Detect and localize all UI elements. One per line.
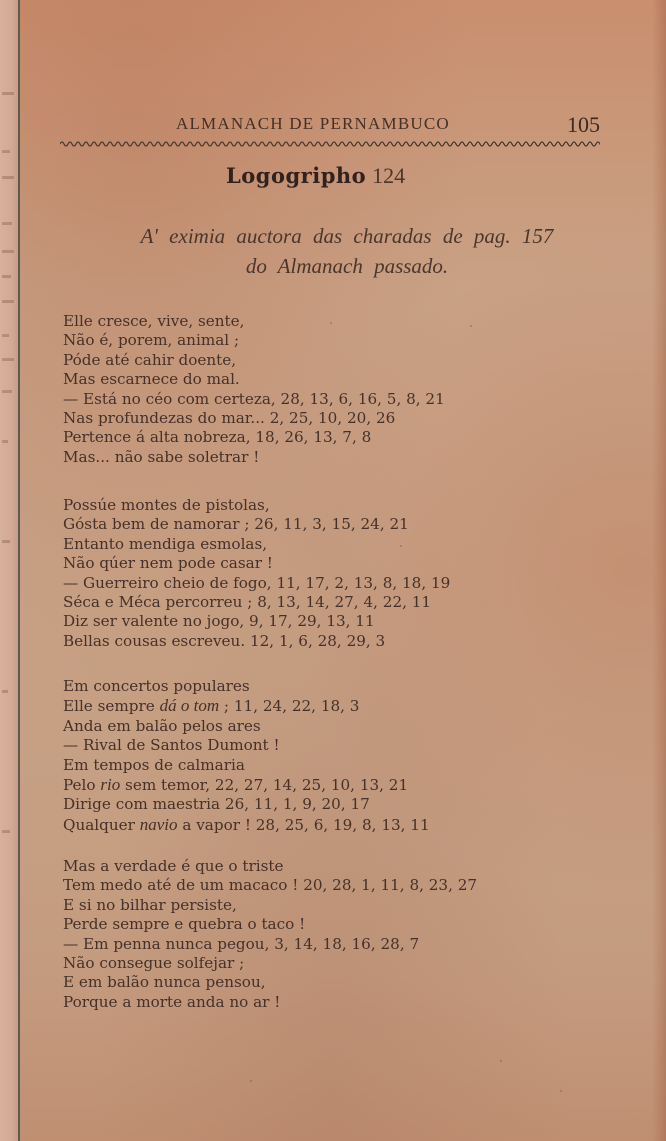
verse-line: Diz ser valente no jogo, 9, 17, 29, 13, 11 <box>63 612 375 631</box>
verse-line: Bellas cousas escreveu. 12, 1, 6, 28, 29, 3 <box>63 631 386 650</box>
page-number: 105 <box>567 112 600 137</box>
verse-line: Dirige com maestria 26, 11, 1, 9, 20, 17 <box>63 795 370 814</box>
verse-line: Tem medo até de um macaco ! 20, 28, 1, 11, 8, 23, 27 <box>63 876 478 895</box>
verse-line: Em tempos de calmaria <box>63 755 245 774</box>
dedication-line: A' eximia auctora das charadas de pag. 157 <box>140 224 554 248</box>
verse-line: Não é, porem, animal ; <box>63 331 240 350</box>
running-title: ALMANACH DE PERNAMBUCO <box>176 114 450 133</box>
verse-line: Não consegue solfejar ; <box>63 954 245 973</box>
dedication-line: do Almanach passado. <box>245 254 449 278</box>
verse-line: Nas profundezas do mar... 2, 25, 10, 20, 26 <box>63 409 396 428</box>
verse-line: — Em penna nunca pegou, 3, 14, 18, 16, 28, 7 <box>63 934 420 953</box>
page-edge-shadow <box>652 0 666 1141</box>
puzzle-title-word: Logogripho <box>226 163 367 188</box>
verse-line: Porque a morte anda no ar ! <box>63 992 281 1011</box>
verse-line: — Guerreiro cheio de fogo, 11, 17, 2, 13, 8, 18, 19 <box>63 573 451 592</box>
verse-line: Elle sempre dá o tom ; 11, 24, 22, 18, 3 <box>63 696 360 716</box>
verse-line: Em concertos populares <box>63 677 250 695</box>
stanza-3 <box>63 677 430 835</box>
verse-line: Póde até cahir doente, <box>63 350 237 369</box>
verse-line: Entanto mendiga esmolas, <box>63 534 268 553</box>
verse-line: Não qúer nem pode casar ! <box>63 554 273 573</box>
puzzle-number: 124 <box>372 163 406 188</box>
stanza-4 <box>63 857 477 1012</box>
verse-line: Possúe montes de pistolas, <box>63 496 270 514</box>
verse-line: E em balão nunca pensou, <box>63 973 266 992</box>
verse-line: — Está no céo com certeza, 28, 13, 6, 16, 5, 8, 21 <box>63 389 445 408</box>
dedication <box>62 221 632 281</box>
stanza-1 <box>63 312 445 467</box>
verse-line: — Rival de Santos Dumont ! <box>63 736 280 755</box>
verse-line: Pertence á alta nobreza, 18, 26, 13, 7, 8 <box>63 428 372 447</box>
verse-line: Mas... não sabe soletrar ! <box>63 447 260 466</box>
verse-line: E si no bilhar persiste, <box>63 895 237 914</box>
verse-line: Perde sempre e quebra o taco ! <box>63 915 306 934</box>
verse-line: Gósta bem de namorar ; 26, 11, 3, 15, 24, 21 <box>63 515 409 534</box>
verse-line: Séca e Méca percorreu ; 8, 13, 14, 27, 4, 22, 11 <box>63 593 432 612</box>
verse-line: Pelo rio sem temor, 22, 27, 14, 25, 10, 13, 21 <box>63 775 409 795</box>
facing-page-edge <box>0 0 18 1141</box>
verse-line: Mas escarnece do mal. <box>63 370 240 389</box>
verse-line: Anda em balão pelos ares <box>63 716 261 735</box>
wavy-rule-divider <box>60 138 600 150</box>
verse-line: Elle cresce, vive, sente, <box>63 312 245 330</box>
verse-line: Qualquer navio a vapor ! 28, 25, 6, 19, 8, 13, 11 <box>63 814 430 834</box>
verse-line: Mas a verdade é que o triste <box>63 857 284 875</box>
stanza-2 <box>63 496 450 651</box>
binding-gutter <box>18 0 20 1141</box>
puzzle-title <box>226 163 405 189</box>
